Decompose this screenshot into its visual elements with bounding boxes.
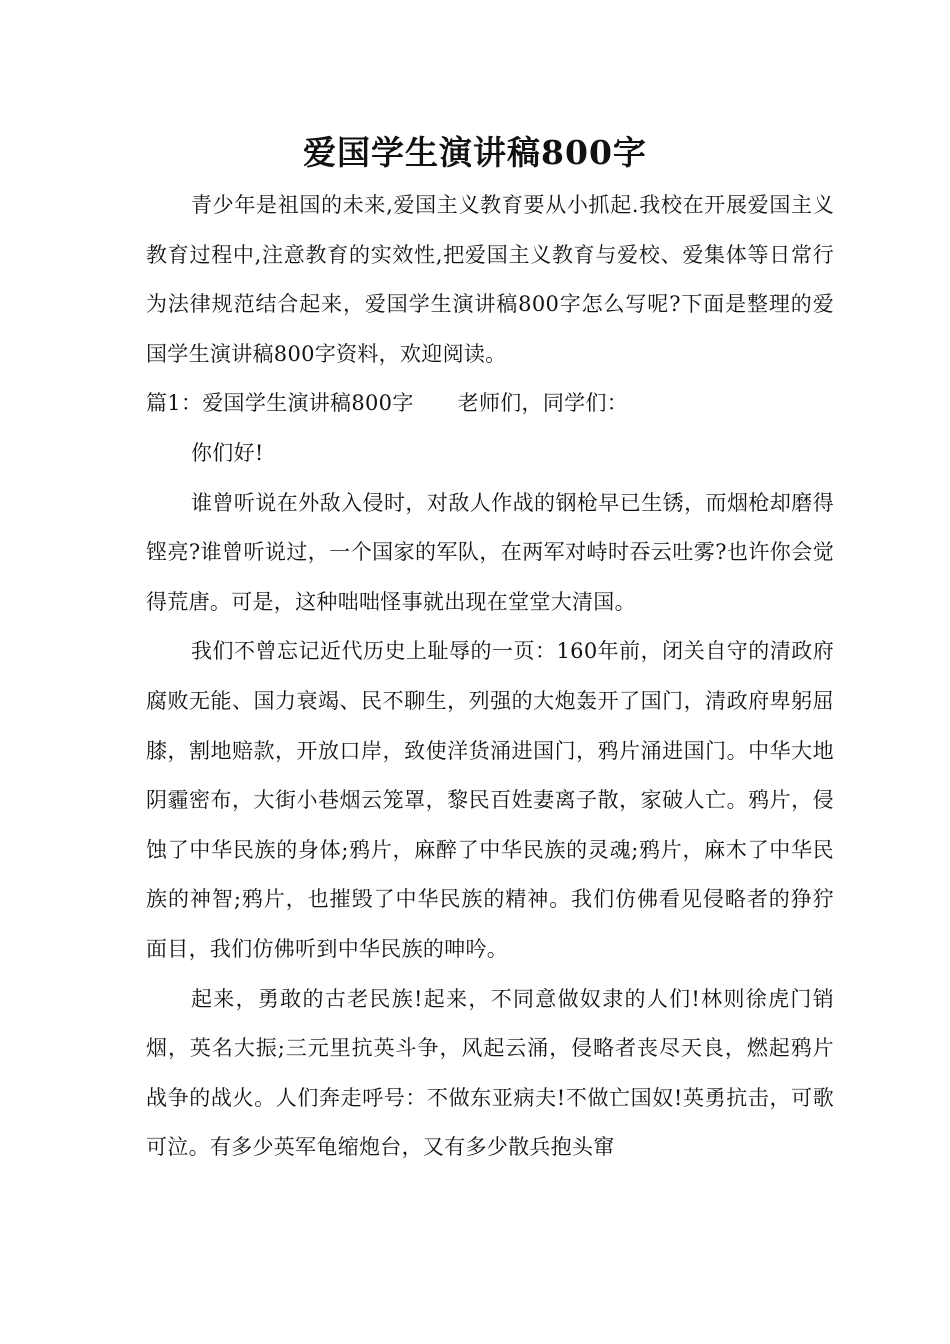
document-body [146, 181, 834, 1173]
body-paragraph-2: 我们不曾忘记近代历史上耻辱的一页：160年前，闭关自守的清政府腐败无能、国力衰竭、民不聊生，列强的大炮轰开了国门，清政府卑躬屈膝，割地赔款，开放口岸，致使洋货涌进国门，鸦片涌进国门。中华大地阴霾密布，大街小巷烟云笼罩，黎民百姓妻离子散，家破人亡。鸦片，侵蚀了中华民族的身体;鸦片，麻醉了中华民族的灵魂;鸦片，麻木了中华民族的神智;鸦片，也摧毁了中华民族的精神。我们仿佛看见侵略者的狰狞面目，我们仿佛听到中华民族的呻吟。 [146, 639, 834, 961]
chapter-line [146, 379, 834, 429]
salutation: 老师们，同学们： [457, 391, 629, 416]
greeting-paragraph: 你们好! [191, 440, 264, 465]
body-paragraph-1: 谁曾听说在外敌入侵时，对敌人作战的钢枪早已生锈，而烟枪却磨得铿亮?谁曾听说过，一个国家的军队，在两军对峙时吞云吐雾?也许你会觉得荒唐。可是，这种咄咄怪事就出现在堂堂大清国。 [146, 490, 834, 614]
document-title: 爱国学生演讲稿800字 [303, 133, 647, 172]
intro-paragraph: 青少年是祖国的未来,爱国主义教育要从小抓起.我校在开展爱国主义教育过程中,注意教育的实效性,把爱国主义教育与爱校、爱集体等日常行为法律规范结合起来，爱国学生演讲稿800字怎么写呢?下面是整理的爱国学生演讲稿800字资料，欢迎阅读。 [146, 193, 834, 366]
body-paragraph-3: 起来，勇敢的古老民族!起来，不同意做奴隶的人们!林则徐虎门销烟，英名大振;三元里抗英斗争，风起云涌，侵略者丧尽天良，燃起鸦片战争的战火。人们奔走呼号：不做东亚病夫!不做亡国奴!英勇抗击，可歌可泣。有多少英军龟缩炮台，又有多少散兵抱头窜 [146, 986, 834, 1160]
chapter-heading: 篇1：爱国学生演讲稿800字 [146, 391, 414, 416]
